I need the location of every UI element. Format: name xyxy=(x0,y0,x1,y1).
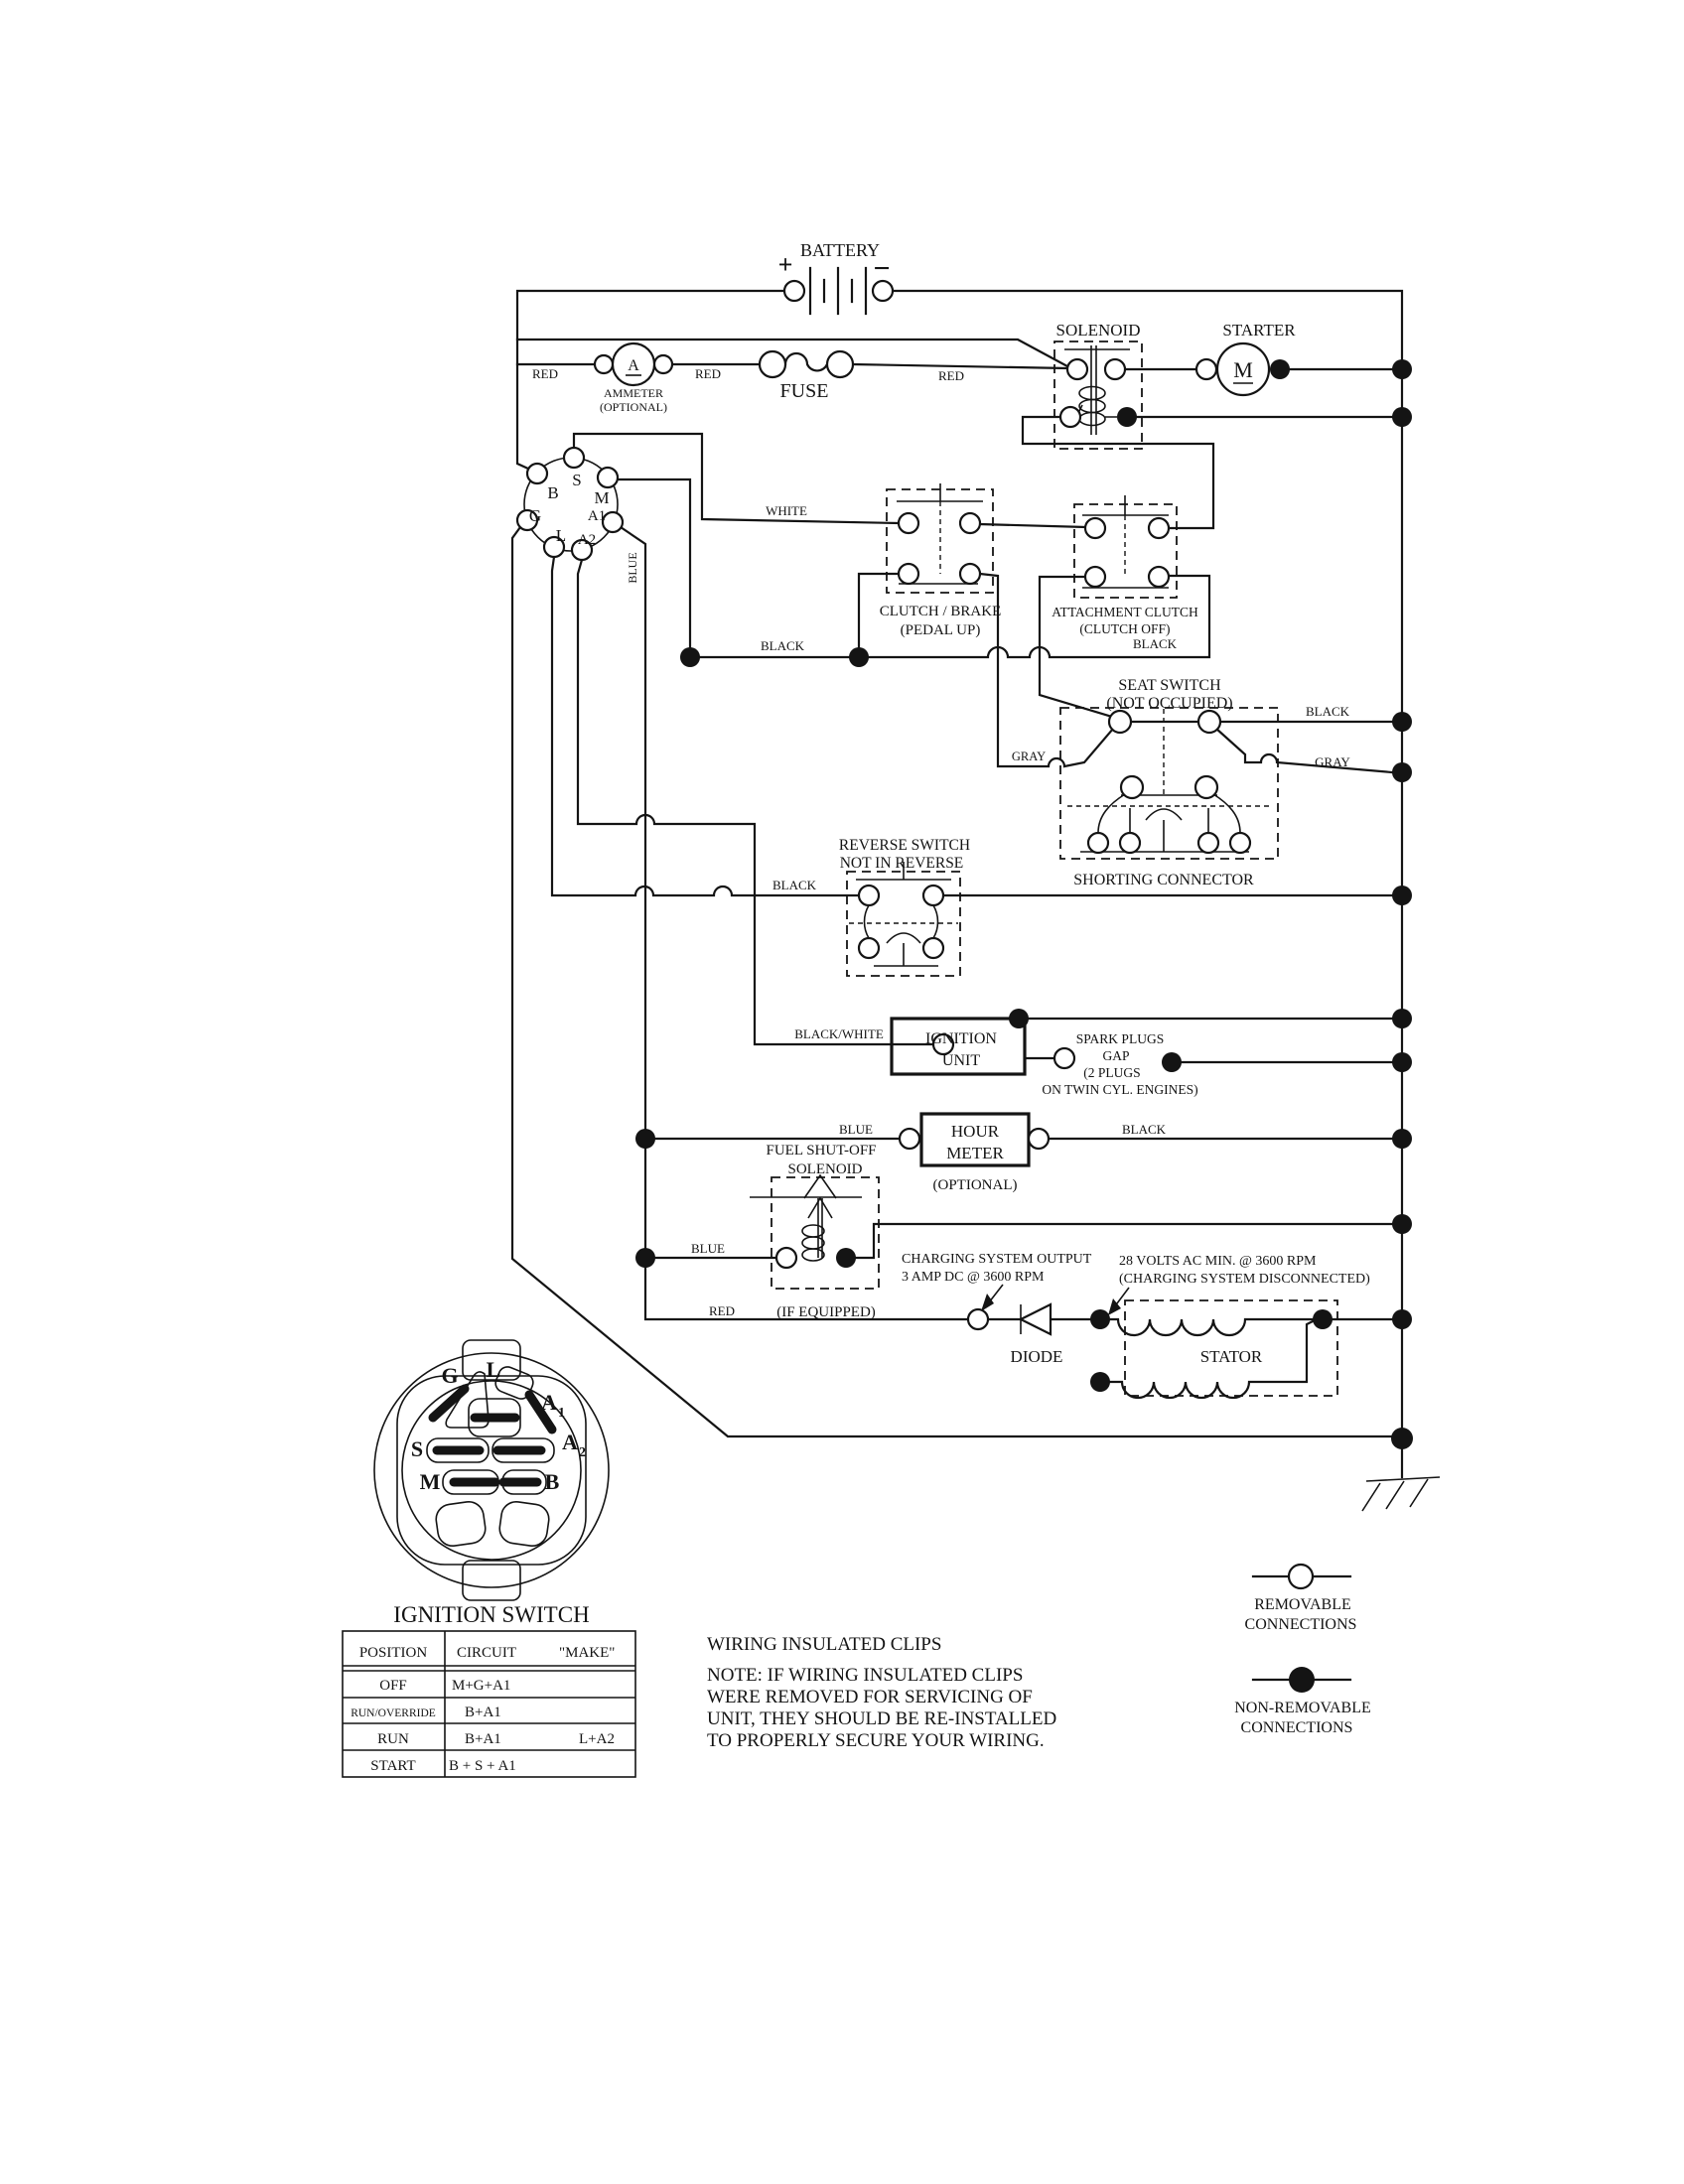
wire-label-gray-2: GRAY xyxy=(1315,754,1350,769)
seat-switch-label: SEAT SWITCH xyxy=(1118,677,1221,694)
stator-coil-top xyxy=(1110,1319,1313,1335)
note-line: WERE REMOVED FOR SERVICING OF xyxy=(707,1687,1033,1707)
fuel-solenoid-junction xyxy=(836,1248,856,1268)
wire-label-black-white: BLACK/WHITE xyxy=(794,1026,884,1041)
bus-junction-dot xyxy=(1392,886,1412,905)
table-cell-position: RUN/OVERRIDE xyxy=(351,1707,436,1719)
ground-symbol xyxy=(1362,1477,1440,1511)
bus-junction-dot xyxy=(1392,407,1412,427)
stator-junction-right xyxy=(1313,1309,1333,1329)
wire-label-blue-vertical: BLUE xyxy=(626,552,639,584)
connector-label-a1: A xyxy=(541,1390,557,1415)
shorting-pin-1 xyxy=(1088,833,1108,853)
fuse-lead-right xyxy=(827,351,853,377)
key-switch-label-s: S xyxy=(572,471,582,489)
key-switch-label-m: M xyxy=(594,488,610,507)
bus-junction-dot xyxy=(1392,762,1412,782)
bus-junction-dot xyxy=(1392,1009,1412,1028)
ammeter-symbol-letter: A xyxy=(628,357,639,374)
fuse-element xyxy=(785,353,827,370)
reverse-switch-contact-br xyxy=(923,938,943,958)
key-switch-terminal-m xyxy=(598,468,618,487)
reverse-switch-qualifier: NOT IN REVERSE xyxy=(839,855,964,872)
spark-plugs-label-3: (2 PLUGS xyxy=(1083,1065,1141,1080)
attachment-clutch-label: ATTACHMENT CLUTCH xyxy=(1052,605,1198,619)
wire-label-red-4: RED xyxy=(709,1303,735,1318)
table-cell-position: START xyxy=(370,1758,416,1774)
solenoid-coil xyxy=(1079,413,1105,426)
junction-dot xyxy=(1009,1009,1029,1028)
key-switch-terminal-b xyxy=(527,464,547,483)
shorting-connector-boundary xyxy=(1067,709,1273,806)
diode-label: DIODE xyxy=(1010,1347,1063,1366)
clutch-brake-switch xyxy=(880,483,1002,638)
table-header-circuit: CIRCUIT xyxy=(457,1645,516,1661)
table-cell-circuit-2: L+A2 xyxy=(579,1731,615,1747)
table-cell-circuit: M+G+A1 xyxy=(452,1678,511,1694)
wire-gray-right xyxy=(1216,729,1392,772)
wire-label-red-2: RED xyxy=(695,366,721,381)
wire-label-black-2: BLACK xyxy=(1132,636,1178,651)
connector-label-a2: A xyxy=(562,1430,578,1454)
bus-junction-dot xyxy=(1392,1129,1412,1149)
reverse-switch-label: REVERSE SWITCH xyxy=(838,837,971,854)
solenoid-contact-out xyxy=(1105,359,1125,379)
key-switch-symbol xyxy=(517,448,623,560)
stator-junction-bottom xyxy=(1090,1372,1110,1392)
attachment-clutch-contact-tr xyxy=(1149,518,1169,538)
reverse-switch-contact-tr xyxy=(923,886,943,905)
note-line: TO PROPERLY SECURE YOUR WIRING. xyxy=(707,1730,1045,1751)
solenoid-label: SOLENOID xyxy=(1055,321,1141,340)
ignition-unit-label-2: UNIT xyxy=(941,1052,981,1069)
wiring-note xyxy=(707,1634,1056,1751)
stator-label: STATOR xyxy=(1199,1347,1263,1366)
key-switch-terminal-s xyxy=(564,448,584,468)
fuse-label: FUSE xyxy=(779,380,829,402)
bus-junction-dot xyxy=(1392,712,1412,732)
fuel-solenoid-coil xyxy=(802,1249,824,1261)
fuse-lead-left xyxy=(760,351,785,377)
starter-symbol xyxy=(1196,321,1296,395)
fuel-solenoid-lead xyxy=(776,1248,796,1268)
attachment-clutch-qualifier: (CLUTCH OFF) xyxy=(1079,621,1171,636)
clutch-brake-contact-br xyxy=(960,564,980,584)
clutch-brake-contact-tl xyxy=(899,513,918,533)
junction-dot xyxy=(635,1248,655,1268)
table-cell-position: RUN xyxy=(377,1731,409,1747)
key-switch-label-b: B xyxy=(547,483,559,502)
ammeter-lead-left xyxy=(595,355,613,373)
clutch-brake-contact-tr xyxy=(960,513,980,533)
reverse-switch-contact-tl xyxy=(859,886,879,905)
seat-switch-contact-tl xyxy=(1109,711,1131,733)
wire-black-white xyxy=(578,560,933,1044)
solenoid-contact-in xyxy=(1067,359,1087,379)
charging-output-lead xyxy=(968,1309,988,1329)
battery-pos-terminal xyxy=(784,281,804,301)
key-switch-label-g: G xyxy=(528,506,542,525)
connections-legend xyxy=(1234,1565,1370,1736)
ammeter-label: AMMETER xyxy=(604,386,663,400)
table-cell-circuit: B + S + A1 xyxy=(449,1758,516,1774)
clutch-brake-qualifier: (PEDAL UP) xyxy=(900,622,981,638)
hour-meter xyxy=(900,1114,1049,1193)
wire-label-blue-1: BLUE xyxy=(839,1122,873,1137)
circuit-table xyxy=(343,1631,635,1777)
charging-system-note xyxy=(902,1252,1092,1311)
shorting-pin-2 xyxy=(1120,833,1140,853)
seat-switch xyxy=(1060,677,1278,888)
hour-meter-lead-left xyxy=(900,1129,919,1149)
attachment-clutch-contact-br xyxy=(1149,567,1169,587)
table-row xyxy=(370,1758,515,1774)
connector-label-m: M xyxy=(419,1469,441,1494)
removable-connection-icon xyxy=(1289,1565,1313,1588)
wire-reverse-black xyxy=(552,557,859,895)
hour-meter-label-2: METER xyxy=(946,1144,1004,1162)
clutch-brake-label: CLUTCH / BRAKE xyxy=(879,604,1002,619)
connector-label-s: S xyxy=(410,1436,424,1461)
wire-label-black-3: BLACK xyxy=(1305,704,1350,719)
charging-note-1: CHARGING SYSTEM OUTPUT xyxy=(902,1252,1092,1267)
fuel-solenoid-label-2: SOLENOID xyxy=(787,1161,863,1177)
stator-junction-top xyxy=(1090,1309,1110,1329)
junction-dot xyxy=(849,647,869,667)
spark-plugs-label-4: ON TWIN CYL. ENGINES) xyxy=(1042,1082,1198,1097)
seat-switch-contact-tr xyxy=(1198,711,1220,733)
note-line: NOTE: IF WIRING INSULATED CLIPS xyxy=(707,1665,1024,1686)
seat-switch-internal-wires xyxy=(1098,794,1240,833)
wire-label-blue-2: BLUE xyxy=(691,1241,725,1256)
clutch-brake-contact-bl xyxy=(899,564,918,584)
key-switch-label-a2: A2 xyxy=(577,532,597,548)
charging-arrow-head xyxy=(981,1294,994,1311)
wire-label-white: WHITE xyxy=(766,503,807,518)
table-header-position: POSITION xyxy=(358,1645,428,1661)
connector-label-g: G xyxy=(441,1363,459,1388)
table-cell-circuit: B+A1 xyxy=(465,1731,501,1747)
ammeter-lead-right xyxy=(654,355,672,373)
bus-junction-dot xyxy=(1392,359,1412,379)
hour-meter-lead-right xyxy=(1029,1129,1049,1149)
ammeter-symbol xyxy=(595,343,672,414)
ammeter-qualifier: (OPTIONAL) xyxy=(600,400,667,414)
solenoid-coil xyxy=(1079,387,1105,400)
legend-non-removable-1: NON-REMOVABLE xyxy=(1234,1700,1371,1716)
solenoid-box xyxy=(1054,341,1142,449)
connector-label-l: L xyxy=(486,1357,501,1382)
connector-slot xyxy=(434,1500,487,1548)
wire-label-black-4: BLACK xyxy=(772,878,817,892)
wire-clutch-attachment xyxy=(980,524,1085,527)
seat-switch-contact-ml xyxy=(1121,776,1143,798)
bus-junction-dot xyxy=(1392,1214,1412,1234)
starter-label: STARTER xyxy=(1222,321,1296,340)
seat-switch-contact-mr xyxy=(1195,776,1217,798)
table-cell-circuit: B+A1 xyxy=(465,1705,501,1720)
non-removable-connection-icon xyxy=(1289,1667,1315,1693)
hour-meter-qualifier: (OPTIONAL) xyxy=(932,1177,1018,1193)
table-row xyxy=(351,1705,501,1720)
table-header-make: "MAKE" xyxy=(559,1645,616,1661)
fuel-solenoid-coil xyxy=(802,1225,824,1237)
wire-solenoid-attachment xyxy=(1023,417,1213,528)
charging-note-2: 3 AMP DC @ 3600 RPM xyxy=(902,1270,1045,1285)
solenoid-coil-contact xyxy=(1060,407,1080,427)
bus-junction-dot xyxy=(1392,1052,1412,1072)
table-cell-position: OFF xyxy=(379,1678,407,1694)
legend-removable-2: CONNECTIONS xyxy=(1244,1616,1357,1633)
shorting-connector-label: SHORTING CONNECTOR xyxy=(1073,872,1254,888)
reverse-switch-blades xyxy=(865,905,938,943)
connector-terminal-g-bar xyxy=(433,1389,465,1418)
connector-slot xyxy=(497,1500,550,1548)
connector-label-b: B xyxy=(544,1469,560,1494)
fuel-shutoff-solenoid xyxy=(750,1143,879,1320)
wire-label-black-1: BLACK xyxy=(760,638,805,653)
wire-label-red-1: RED xyxy=(532,366,558,381)
seat-switch-qualifier: (NOT OCCUPIED) xyxy=(1106,695,1233,712)
spark-plug-gap-lead xyxy=(1054,1048,1074,1068)
junction-dot xyxy=(1270,359,1290,379)
connector-label-a1-sub: 1 xyxy=(558,1406,565,1421)
junction-dot xyxy=(1162,1052,1182,1072)
solenoid-coil xyxy=(1079,400,1105,413)
attachment-clutch-contact-bl xyxy=(1085,567,1105,587)
fuel-solenoid-qualifier: (IF EQUIPPED) xyxy=(776,1304,876,1320)
connector-tab-bottom xyxy=(463,1561,520,1600)
reverse-switch-contact-bl xyxy=(859,938,879,958)
key-switch-label-a1: A1 xyxy=(587,508,607,524)
ground-junction-dot xyxy=(1391,1428,1413,1449)
note-line: UNIT, THEY SHOULD BE RE-INSTALLED xyxy=(707,1708,1057,1729)
battery-symbol xyxy=(778,240,893,314)
legend-non-removable-2: CONNECTIONS xyxy=(1240,1719,1353,1736)
stator-note-2: (CHARGING SYSTEM DISCONNECTED) xyxy=(1119,1272,1370,1287)
bus-junction-dot xyxy=(1392,1309,1412,1329)
legend-removable-1: REMOVABLE xyxy=(1254,1596,1351,1613)
diode-triangle xyxy=(1021,1304,1051,1334)
connector-title: IGNITION SWITCH xyxy=(393,1602,590,1627)
fuel-solenoid-box xyxy=(772,1177,879,1289)
attachment-clutch-contact-tl xyxy=(1085,518,1105,538)
starter-lead xyxy=(1196,359,1216,379)
connector-label-a2-sub: 2 xyxy=(579,1445,586,1460)
battery-label: BATTERY xyxy=(799,240,881,260)
wire-label-red-3: RED xyxy=(938,368,964,383)
wire-label-black-5: BLACK xyxy=(1121,1122,1167,1137)
battery-plus: + xyxy=(777,250,793,279)
spark-plugs-label-2: GAP xyxy=(1102,1048,1130,1063)
shorting-pin-3 xyxy=(1198,833,1218,853)
key-switch-label-l: L xyxy=(555,526,567,545)
junction-dot xyxy=(680,647,700,667)
spark-plugs-label-1: SPARK PLUGS xyxy=(1075,1031,1165,1046)
note-title: WIRING INSULATED CLIPS xyxy=(707,1634,942,1655)
solenoid-coil-junction xyxy=(1117,407,1137,427)
battery-plate-tall xyxy=(810,268,866,314)
junction-dot xyxy=(635,1129,655,1149)
wire-label-gray-1: GRAY xyxy=(1011,750,1047,763)
stator-note-1: 28 VOLTS AC MIN. @ 3600 RPM xyxy=(1119,1254,1317,1269)
ignition-unit-label-1: IGNITION xyxy=(925,1030,997,1047)
shorting-pin-4 xyxy=(1230,833,1250,853)
fuel-solenoid-label-1: FUEL SHUT-OFF xyxy=(766,1143,877,1159)
reverse-switch xyxy=(839,837,970,976)
starter-motor-letter: M xyxy=(1233,357,1253,382)
attachment-clutch-switch xyxy=(1052,495,1198,636)
ignition-switch-connector xyxy=(374,1340,609,1627)
battery-minus: − xyxy=(873,252,891,285)
stator-note xyxy=(1108,1254,1370,1315)
ignition-unit xyxy=(892,1019,1025,1074)
fuel-solenoid-coil xyxy=(802,1237,824,1249)
table-row xyxy=(377,1731,615,1747)
hour-meter-label-1: HOUR xyxy=(950,1122,1000,1141)
solenoid-symbol xyxy=(1054,321,1142,449)
diode-symbol xyxy=(968,1304,1062,1366)
